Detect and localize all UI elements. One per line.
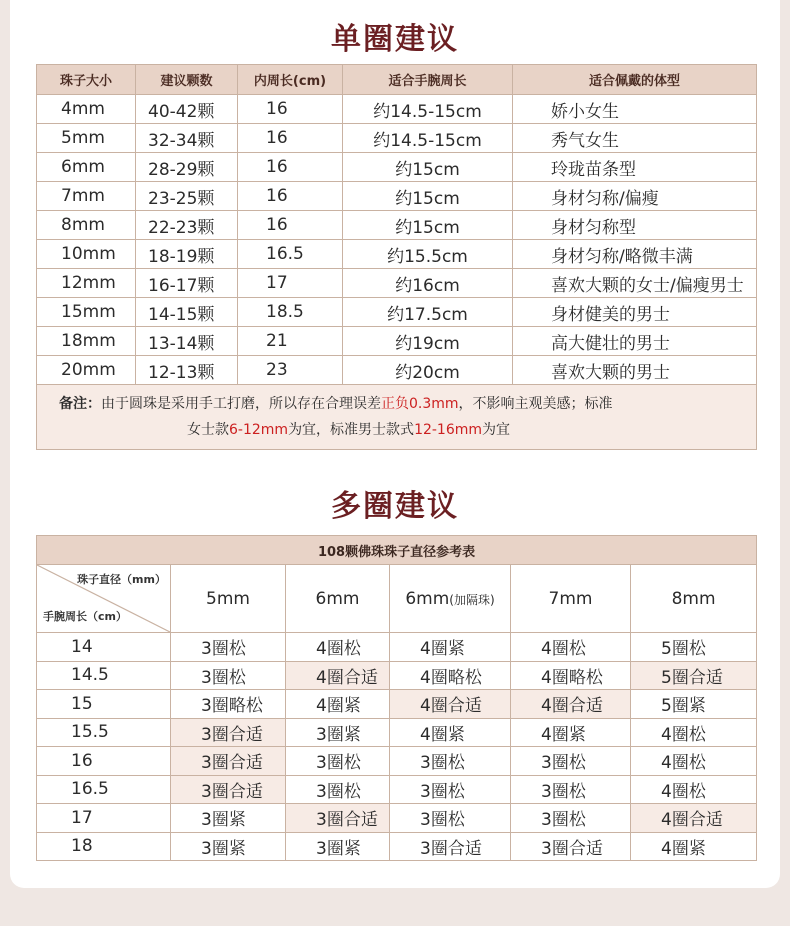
cell-loop-fit: 4圈紧	[511, 718, 631, 747]
cell-loop-fit: 4圈紧	[631, 832, 757, 861]
table-row	[37, 747, 757, 776]
cell-body-type: 玲珑苗条型	[513, 153, 757, 182]
cell-loop-fit: 3圈合适	[171, 718, 286, 747]
cell-bead-count: 12-13颗	[136, 356, 238, 385]
col-header-label: 8mm	[671, 588, 716, 609]
col-header-8mm	[631, 565, 757, 633]
cell-wrist-size: 16.5	[37, 775, 171, 804]
cell-wrist-circumference: 约15cm	[343, 153, 513, 182]
cell-wrist-size: 15.5	[37, 718, 171, 747]
header-wrist-circumference: 适合手腕周长	[343, 65, 513, 95]
cell-wrist-size: 15	[37, 690, 171, 719]
multi-loop-title: 多圈建议	[331, 489, 459, 524]
cell-inner-circumference: 16	[238, 182, 343, 211]
single-loop-title: 单圈建议	[331, 22, 459, 57]
cell-body-type: 秀气女生	[513, 124, 757, 153]
cell-loop-fit: 4圈松	[511, 633, 631, 662]
cell-loop-fit: 4圈略松	[511, 661, 631, 690]
corner-wrist-label: 手腕周长（cm）	[43, 610, 127, 623]
cell-wrist-size: 18	[37, 832, 171, 861]
cell-inner-circumference: 21	[238, 327, 343, 356]
cell-inner-circumference: 23	[238, 356, 343, 385]
table-row	[37, 124, 757, 153]
header-inner-circumference: 内周长(cm)	[238, 65, 343, 95]
cell-loop-fit: 3圈松	[286, 747, 390, 776]
header-bead-count: 建议颗数	[136, 65, 238, 95]
cell-loop-fit: 4圈松	[286, 633, 390, 662]
cell-loop-fit: 3圈松	[171, 633, 286, 662]
table-row	[37, 832, 757, 861]
note-text-3: 女士款	[187, 422, 229, 438]
col-header-6mm-spacer	[390, 565, 511, 633]
table-row	[37, 690, 757, 719]
cell-loop-fit: 3圈合适	[286, 804, 390, 833]
cell-wrist-circumference: 约15cm	[343, 182, 513, 211]
col-header-5mm	[171, 565, 286, 633]
header-bead-size: 珠子大小	[37, 65, 136, 95]
cell-bead-size: 4mm	[37, 95, 136, 124]
cell-loop-fit: 3圈紧	[286, 718, 390, 747]
cell-bead-count: 40-42颗	[136, 95, 238, 124]
cell-body-type: 身材健美的男士	[513, 298, 757, 327]
cell-inner-circumference: 16.5	[238, 240, 343, 269]
cell-wrist-size: 17	[37, 804, 171, 833]
cell-inner-circumference: 16	[238, 124, 343, 153]
single-loop-table	[36, 64, 757, 450]
cell-wrist-size: 14	[37, 633, 171, 662]
multi-loop-table	[36, 535, 757, 861]
cell-bead-size: 7mm	[37, 182, 136, 211]
cell-body-type: 娇小女生	[513, 95, 757, 124]
cell-body-type: 身材匀称/偏瘦	[513, 182, 757, 211]
note-label: 备注	[59, 396, 87, 412]
table-row	[37, 153, 757, 182]
multi-table-caption: 108颗佛珠珠子直径参考表	[37, 536, 757, 565]
note-row	[37, 385, 757, 450]
note-text-1: 由于圆珠是采用手工打磨，所以存在合理误差	[101, 396, 381, 412]
cell-wrist-circumference: 约15.5cm	[343, 240, 513, 269]
col-header-6mm	[286, 565, 390, 633]
cell-bead-size: 15mm	[37, 298, 136, 327]
cell-loop-fit: 3圈松	[511, 775, 631, 804]
cell-loop-fit: 3圈松	[511, 804, 631, 833]
col-header-sub-label: (加隔珠)	[449, 592, 495, 607]
cell-loop-fit: 3圈松	[390, 747, 511, 776]
cell-bead-size: 18mm	[37, 327, 136, 356]
col-header-label: 7mm	[548, 588, 593, 609]
cell-bead-count: 16-17颗	[136, 269, 238, 298]
cell-loop-fit: 3圈松	[171, 661, 286, 690]
cell-bead-count: 28-29颗	[136, 153, 238, 182]
cell-inner-circumference: 17	[238, 269, 343, 298]
table-row	[37, 95, 757, 124]
single-header-row	[37, 65, 757, 95]
corner-bead-diameter-label: 珠子直径（mm）	[77, 573, 166, 586]
cell-body-type: 身材匀称/略微丰满	[513, 240, 757, 269]
cell-loop-fit: 5圈紧	[631, 690, 757, 719]
cell-loop-fit: 4圈合适	[511, 690, 631, 719]
note-text-2: ，不影响主观美感；标准	[458, 396, 613, 412]
note-highlight-2: 6-12mm	[229, 422, 289, 438]
table-row	[37, 661, 757, 690]
cell-wrist-circumference: 约15cm	[343, 211, 513, 240]
cell-bead-count: 22-23颗	[136, 211, 238, 240]
cell-loop-fit: 3圈松	[286, 775, 390, 804]
cell-loop-fit: 4圈松	[631, 775, 757, 804]
corner-header-cell	[37, 565, 171, 633]
note-text-5: 为宜	[482, 422, 511, 438]
cell-bead-size: 6mm	[37, 153, 136, 182]
cell-loop-fit: 3圈松	[390, 804, 511, 833]
cell-bead-size: 8mm	[37, 211, 136, 240]
cell-loop-fit: 3圈松	[390, 775, 511, 804]
cell-loop-fit: 3圈合适	[171, 775, 286, 804]
table-row	[37, 633, 757, 662]
cell-loop-fit: 3圈略松	[171, 690, 286, 719]
cell-bead-size: 5mm	[37, 124, 136, 153]
cell-inner-circumference: 16	[238, 153, 343, 182]
cell-loop-fit: 4圈略松	[390, 661, 511, 690]
table-row	[37, 327, 757, 356]
cell-bead-count: 14-15颗	[136, 298, 238, 327]
cell-bead-count: 13-14颗	[136, 327, 238, 356]
table-row	[37, 240, 757, 269]
cell-inner-circumference: 16	[238, 211, 343, 240]
note-line-1	[59, 391, 736, 417]
cell-loop-fit: 4圈合适	[631, 804, 757, 833]
cell-wrist-circumference: 约14.5-15cm	[343, 95, 513, 124]
multi-header-row	[37, 565, 757, 633]
table-row	[37, 211, 757, 240]
cell-loop-fit: 4圈紧	[286, 690, 390, 719]
col-header-7mm	[511, 565, 631, 633]
cell-bead-count: 23-25颗	[136, 182, 238, 211]
note-highlight-1: 正负0.3mm	[381, 396, 459, 412]
note-highlight-3: 12-16mm	[414, 422, 483, 438]
cell-wrist-size: 16	[37, 747, 171, 776]
table-row	[37, 775, 757, 804]
cell-body-type: 高大健壮的男士	[513, 327, 757, 356]
cell-loop-fit: 3圈松	[511, 747, 631, 776]
cell-bead-size: 20mm	[37, 356, 136, 385]
note-cell	[37, 385, 757, 450]
cell-loop-fit: 4圈紧	[390, 633, 511, 662]
cell-loop-fit: 4圈合适	[286, 661, 390, 690]
cell-loop-fit: 5圈合适	[631, 661, 757, 690]
cell-bead-count: 18-19颗	[136, 240, 238, 269]
cell-bead-size: 12mm	[37, 269, 136, 298]
table-row	[37, 298, 757, 327]
table-row	[37, 718, 757, 747]
cell-loop-fit: 3圈合适	[511, 832, 631, 861]
cell-body-type: 喜欢大颗的男士	[513, 356, 757, 385]
note-text-4: 为宜，标准男士款式	[288, 422, 415, 438]
table-row	[37, 269, 757, 298]
cell-loop-fit: 4圈合适	[390, 690, 511, 719]
cell-wrist-circumference: 约16cm	[343, 269, 513, 298]
col-header-label: 5mm	[206, 588, 250, 609]
note-line-2	[59, 417, 736, 443]
cell-loop-fit: 5圈松	[631, 633, 757, 662]
note-colon: ：	[87, 396, 101, 412]
cell-loop-fit: 3圈紧	[286, 832, 390, 861]
cell-bead-size: 10mm	[37, 240, 136, 269]
cell-body-type: 身材匀称型	[513, 211, 757, 240]
cell-body-type: 喜欢大颗的女士/偏瘦男士	[513, 269, 757, 298]
cell-wrist-size: 14.5	[37, 661, 171, 690]
cell-loop-fit: 3圈紧	[171, 804, 286, 833]
cell-wrist-circumference: 约19cm	[343, 327, 513, 356]
cell-loop-fit: 4圈松	[631, 718, 757, 747]
cell-loop-fit: 3圈紧	[171, 832, 286, 861]
cell-wrist-circumference: 约14.5-15cm	[343, 124, 513, 153]
cell-loop-fit: 3圈合适	[390, 832, 511, 861]
cell-loop-fit: 4圈紧	[390, 718, 511, 747]
cell-wrist-circumference: 约17.5cm	[343, 298, 513, 327]
cell-bead-count: 32-34颗	[136, 124, 238, 153]
table-row	[37, 804, 757, 833]
table-row	[37, 356, 757, 385]
col-header-label: 6mm	[405, 588, 450, 609]
cell-inner-circumference: 18.5	[238, 298, 343, 327]
table-row	[37, 182, 757, 211]
cell-loop-fit: 4圈松	[631, 747, 757, 776]
col-header-label: 6mm	[315, 588, 360, 609]
cell-loop-fit: 3圈合适	[171, 747, 286, 776]
multi-caption-row	[37, 536, 757, 565]
header-body-type: 适合佩戴的体型	[513, 65, 757, 95]
cell-inner-circumference: 16	[238, 95, 343, 124]
cell-wrist-circumference: 约20cm	[343, 356, 513, 385]
